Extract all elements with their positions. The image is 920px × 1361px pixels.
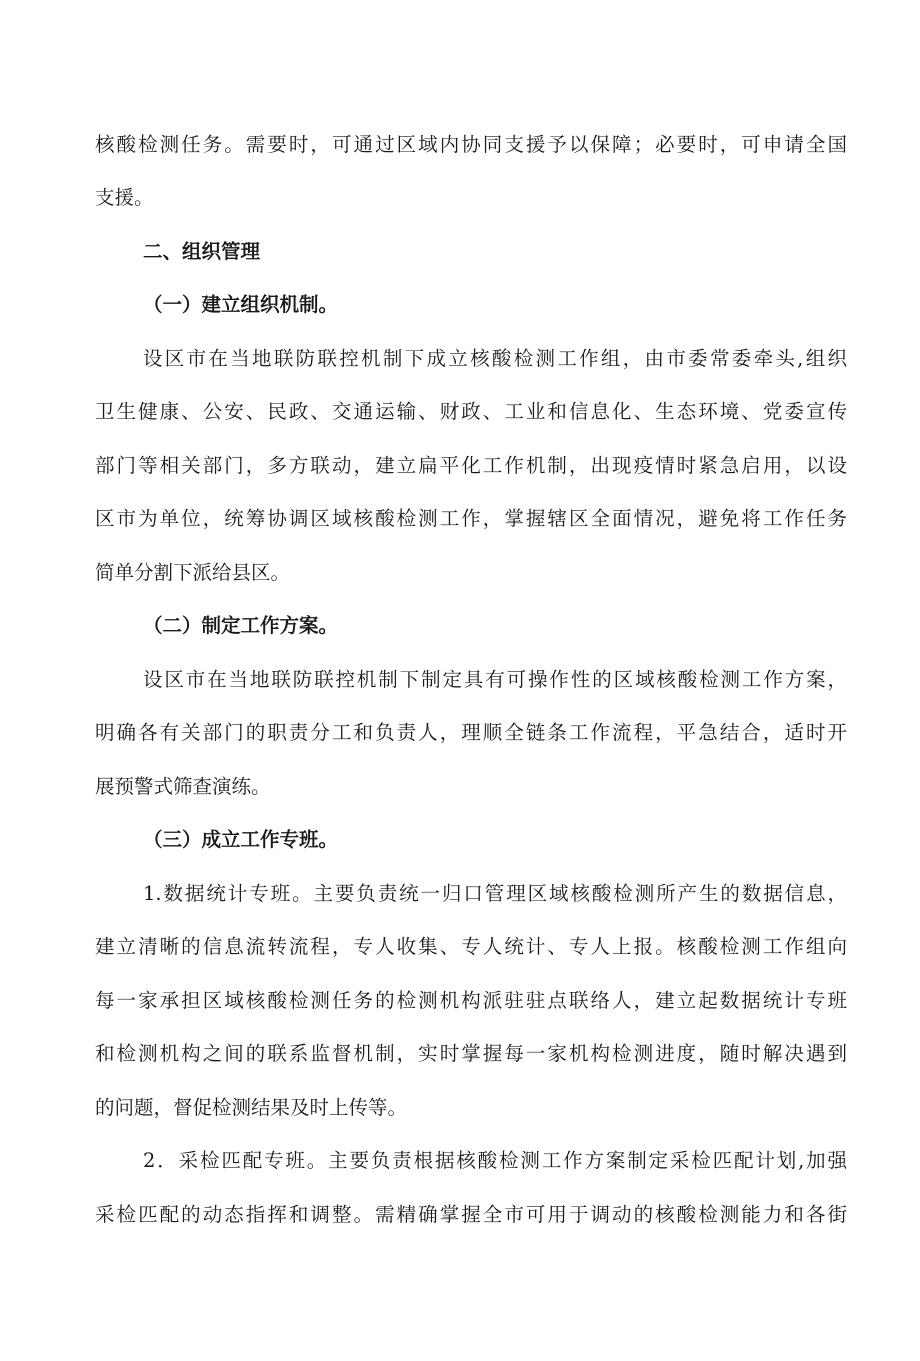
paragraph-line: 建立清晰的信息流转流程，专人收集、专人统计、专人上报。核酸检测工作组向	[95, 935, 847, 958]
paragraph-line: 的问题，督促检测结果及时上传等。	[95, 1096, 408, 1119]
paragraph-line: 采检匹配的动态指挥和调整。需精确掌握全市可用于调动的核酸检测能力和各街	[95, 1203, 847, 1226]
subsection-heading: （二）制定工作方案。	[143, 614, 339, 637]
paragraph-line: 卫生健康、公安、民政、交通运输、财政、工业和信息化、生态环境、党委宣传	[95, 400, 847, 423]
paragraph-line: 区市为单位，统筹协调区域核酸检测工作，掌握辖区全面情况，避免将工作任务	[95, 507, 847, 530]
paragraph-line: 简单分割下派给县区。	[95, 561, 291, 584]
paragraph-line: 1.数据统计专班。主要负责统一归口管理区域核酸检测所产生的数据信息，	[143, 882, 847, 905]
subsection-heading: （一）建立组织机制。	[143, 293, 339, 316]
paragraph-line: 部门等相关部门，多方联动，建立扁平化工作机制，出现疫情时紧急启用，以设	[95, 454, 847, 477]
paragraph-line: 每一家承担区域核酸检测任务的检测机构派驻驻点联络人，建立起数据统计专班	[95, 989, 847, 1012]
paragraph-line: 设区市在当地联防联控机制下制定具有可操作性的区域核酸检测工作方案，	[143, 668, 847, 691]
section-heading: 二、组织管理	[143, 240, 261, 263]
subsection-heading: （三）成立工作专班。	[143, 828, 339, 851]
paragraph-line: 明确各有关部门的职责分工和负责人，理顺全链条工作流程，平急结合，适时开	[95, 721, 847, 744]
paragraph-line: 支援。	[95, 186, 154, 209]
paragraph-line: 和检测机构之间的联系监督机制，实时掌握每一家机构检测进度，随时解决遇到	[95, 1042, 847, 1065]
paragraph-line: 展预警式筛查演练。	[95, 775, 271, 798]
paragraph-line: 设区市在当地联防联控机制下成立核酸检测工作组，由市委常委牵头,组织	[143, 347, 847, 370]
paragraph-line: 核酸检测任务。需要时，可通过区域内协同支援予以保障；必要时，可申请全国	[95, 133, 847, 156]
paragraph-line: 2．采检匹配专班。主要负责根据核酸检测工作方案制定采检匹配计划,加强	[143, 1149, 847, 1172]
